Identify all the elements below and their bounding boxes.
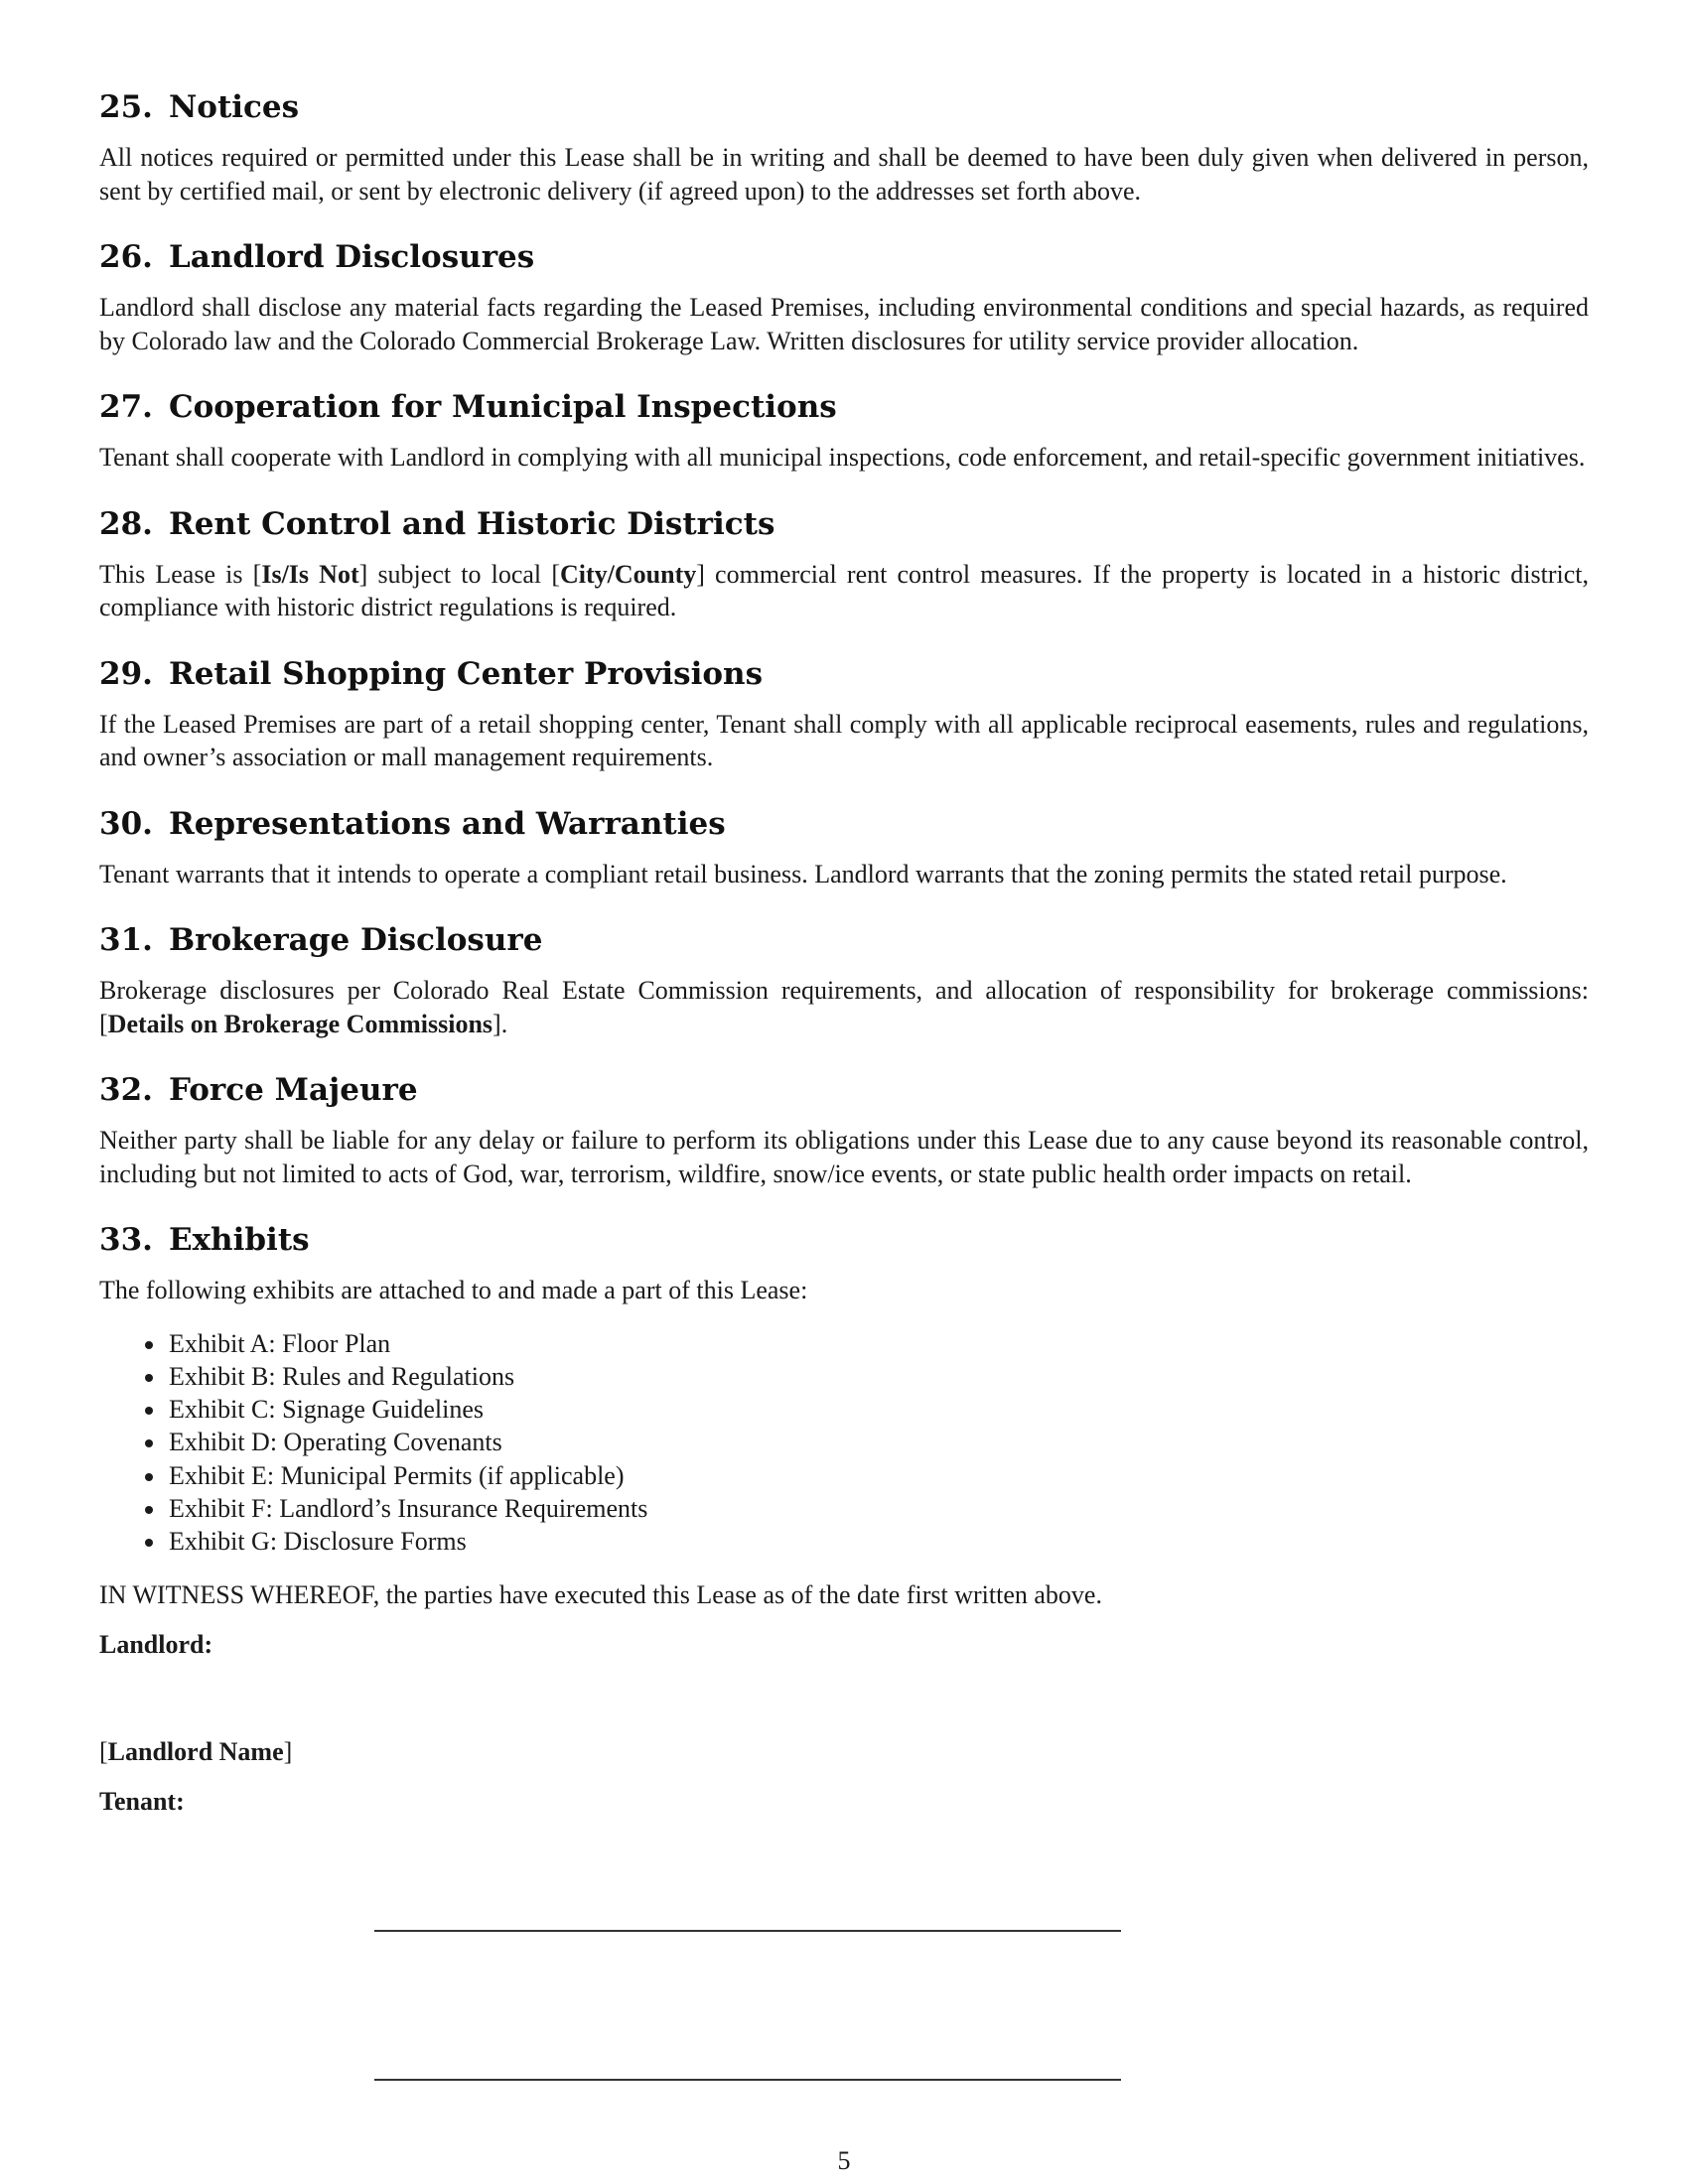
exhibit-item: • Exhibit A: Floor Plan bbox=[167, 1327, 1589, 1360]
section-number: 29. bbox=[99, 655, 153, 692]
section-title: Rent Control and Historic Districts bbox=[168, 505, 775, 542]
body-text: ] subject to local [ bbox=[358, 559, 560, 589]
section-number: 27. bbox=[99, 389, 153, 425]
section-number: 25. bbox=[99, 89, 153, 125]
landlord-name-placeholder: Landlord Name bbox=[107, 1736, 284, 1766]
section-force-majeure bbox=[99, 1070, 1589, 1190]
section-heading bbox=[99, 804, 1589, 844]
section-municipal-inspections bbox=[99, 387, 1589, 475]
section-title: Exhibits bbox=[168, 1222, 310, 1258]
exhibit-item: • Exhibit B: Rules and Regulations bbox=[167, 1360, 1589, 1393]
landlord-signature-line bbox=[374, 1930, 1121, 1932]
placeholder-is-is-not: Is/Is Not bbox=[261, 559, 359, 589]
exhibit-item: • Exhibit E: Municipal Permits (if applicable) bbox=[167, 1459, 1589, 1492]
section-heading bbox=[99, 237, 1589, 277]
section-body: If the Leased Premises are part of a retail shopping center, Tenant shall comply with all applicable reciprocal easements, rules and regulations, and owner’s association or mall management requirements. bbox=[99, 709, 1589, 771]
exhibit-item: • Exhibit F: Landlord’s Insurance Requirements bbox=[167, 1492, 1589, 1525]
section-body: The following exhibits are attached to and made a part of this Lease: bbox=[99, 1276, 808, 1304]
section-body: Tenant warrants that it intends to operate a compliant retail business. Landlord warrants that the zoning permits the stated retail purpose. bbox=[99, 859, 1507, 888]
section-number: 30. bbox=[99, 805, 153, 842]
tenant-signature-line bbox=[374, 2079, 1121, 2081]
section-number: 26. bbox=[99, 239, 153, 275]
section-heading bbox=[99, 654, 1589, 694]
document-page bbox=[99, 87, 1589, 1819]
section-landlord-disclosures bbox=[99, 237, 1589, 357]
tenant-label: Tenant: bbox=[99, 1786, 185, 1816]
section-title: Landlord Disclosures bbox=[168, 239, 535, 275]
section-body bbox=[99, 974, 1589, 1040]
section-rent-control bbox=[99, 504, 1589, 624]
exhibit-item: • Exhibit G: Disclosure Forms bbox=[167, 1525, 1589, 1558]
section-heading bbox=[99, 920, 1589, 960]
section-number: 31. bbox=[99, 922, 153, 958]
section-title: Retail Shopping Center Provisions bbox=[168, 655, 764, 692]
section-heading bbox=[99, 87, 1589, 127]
section-number: 33. bbox=[99, 1222, 153, 1258]
section-heading bbox=[99, 1220, 1589, 1260]
section-title: Notices bbox=[168, 89, 300, 125]
bracket-open: [ bbox=[99, 1736, 108, 1766]
section-body bbox=[99, 558, 1589, 624]
section-exhibits bbox=[99, 1220, 1589, 1559]
section-body: Tenant shall cooperate with Landlord in complying with all municipal inspections, code enforcement, and retail-specific government initiatives. bbox=[99, 443, 1586, 472]
landlord-name bbox=[99, 1735, 1589, 1769]
section-number: 32. bbox=[99, 1072, 153, 1108]
body-text: This Lease is [ bbox=[99, 559, 262, 589]
page-number: 5 bbox=[837, 2146, 851, 2175]
section-body: Landlord shall disclose any material facts regarding the Leased Premises, including environmental conditions and special hazards, as required by Colorado law and the Colorado Commercial Brokerage Law. Written disclosures for utility service provider allocation. bbox=[99, 293, 1589, 355]
section-retail-shopping-center bbox=[99, 654, 1589, 774]
section-notices bbox=[99, 87, 1589, 207]
section-title: Force Majeure bbox=[168, 1072, 418, 1108]
placeholder-city-county: City/County bbox=[559, 559, 697, 589]
exhibit-item: • Exhibit D: Operating Covenants bbox=[167, 1426, 1589, 1458]
body-text: ]. bbox=[492, 1009, 508, 1038]
section-heading bbox=[99, 504, 1589, 544]
section-number: 28. bbox=[99, 505, 153, 542]
witness-statement: IN WITNESS WHEREOF, the parties have executed this Lease as of the date first written above. bbox=[99, 1579, 1102, 1609]
section-brokerage-disclosure bbox=[99, 920, 1589, 1040]
exhibit-list bbox=[99, 1327, 1589, 1559]
exhibit-item: • Exhibit C: Signage Guidelines bbox=[167, 1393, 1589, 1426]
landlord-label: Landlord: bbox=[99, 1629, 213, 1659]
body-text: ] commercial rent control measures. If the property is located in a historic district, compliance with historic district regulations is required. bbox=[99, 559, 1590, 621]
section-title: Cooperation for Municipal Inspections bbox=[168, 389, 837, 425]
section-title: Representations and Warranties bbox=[168, 805, 726, 842]
bracket-close: ] bbox=[283, 1736, 293, 1766]
section-title: Brokerage Disclosure bbox=[168, 922, 543, 958]
section-representations bbox=[99, 804, 1589, 891]
section-body: Neither party shall be liable for any delay or failure to perform its obligations under this Lease due to any cause beyond its reasonable control, including but not limited to acts of God, war, terrorism, wildfire, snow/ice events, or state public health order impacts on retail. bbox=[99, 1126, 1589, 1188]
body-text: Brokerage disclosures per Colorado Real Estate Commission requirements, and allocation of responsibility for brokerage commissions: [ bbox=[99, 976, 1589, 1038]
section-heading bbox=[99, 1070, 1589, 1110]
section-body: All notices required or permitted under this Lease shall be in writing and shall be deemed to have been duly given when delivered in person, sent by certified mail, or sent by electronic delivery (if agreed upon) to the addresses set forth above. bbox=[99, 143, 1589, 205]
placeholder-brokerage-commissions: Details on Brokerage Commissions bbox=[107, 1009, 493, 1038]
section-heading bbox=[99, 387, 1589, 427]
